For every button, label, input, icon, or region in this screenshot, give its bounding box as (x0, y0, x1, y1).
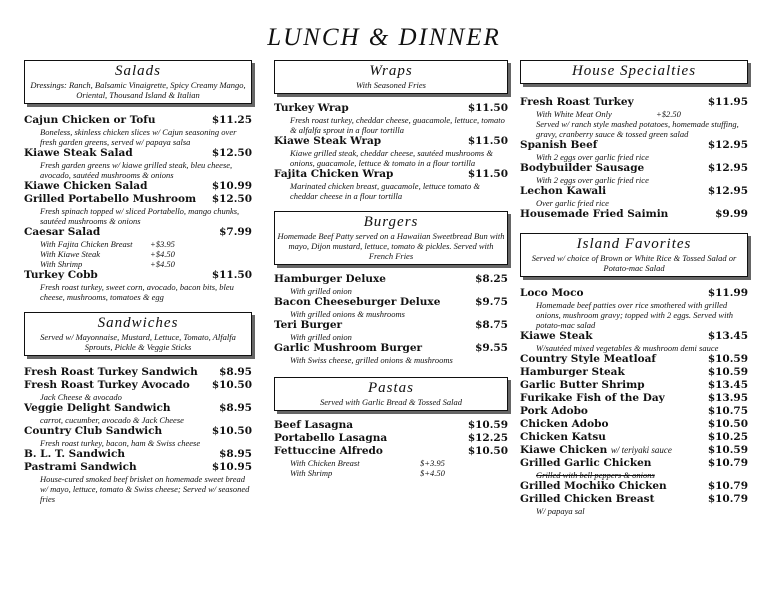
burgers-list (274, 273, 508, 365)
item-name: Chicken Adobo (520, 418, 609, 430)
item-price: $8.25 (475, 273, 508, 285)
item-name: Turkey Wrap (274, 102, 349, 114)
item-name: Country Club Sandwich (24, 425, 163, 437)
item-price: $10.50 (211, 379, 252, 391)
item-desc: Fresh roast turkey, sweet corn, avocado, bacon bits, bleu cheese, mushrooms, tomatoes & egg (40, 282, 234, 302)
menu-item (520, 162, 748, 185)
salads-subtitle: Dressings: Ranch, Balsamic Vinaigrette, Spicy Creamy Mango, Oriental, Thousand Island & Italian (30, 80, 246, 100)
menu-item (24, 366, 252, 379)
menu-item (520, 353, 748, 366)
item-price: $13.45 (707, 379, 748, 391)
item-price: $10.50 (467, 445, 508, 457)
item-desc: W/sautéed mixed vegetables & mushroom demi sauce (536, 343, 719, 353)
menu-item (520, 444, 748, 457)
addon-price: +$2.50 (656, 109, 681, 119)
item-price: $10.79 (707, 457, 748, 469)
menu-item (274, 319, 508, 342)
item-price: $10.59 (707, 366, 748, 378)
wraps-list (274, 102, 508, 201)
item-price: $12.50 (211, 147, 252, 159)
menu-item (24, 269, 252, 302)
menu-item (24, 402, 252, 425)
item-price: $13.95 (707, 392, 748, 404)
item-desc: With grilled onions & mushrooms (290, 309, 405, 319)
menu-item (520, 185, 748, 208)
menu-item (274, 273, 508, 296)
item-desc: W/ papaya sal (536, 506, 585, 516)
item-addon (24, 249, 252, 259)
item-name: Chicken Katsu (520, 431, 606, 443)
item-name: Garlic Mushroom Burger (274, 342, 423, 354)
menu-item (520, 457, 748, 480)
item-price: $8.95 (219, 402, 252, 414)
item-name (520, 444, 672, 457)
item-name: Garlic Butter Shrimp (520, 379, 645, 391)
item-name: Bodybuilder Sausage (520, 162, 645, 174)
item-price: $11.50 (211, 269, 252, 281)
menu-item (274, 168, 508, 201)
sandwiches-title: Sandwiches (97, 315, 179, 331)
menu-item (520, 379, 748, 392)
item-price: $9.75 (475, 296, 508, 308)
menu-title: LUNCH & DINNER (267, 24, 501, 51)
item-name: Fresh Roast Turkey Sandwich (24, 366, 198, 378)
pastas-header (274, 377, 508, 411)
item-name: Spanish Beef (520, 139, 598, 151)
house-title: House Specialties (571, 63, 697, 79)
menu-item (24, 448, 252, 461)
burgers-header (274, 211, 508, 265)
item-price: $10.50 (211, 425, 252, 437)
island-header (520, 233, 748, 277)
item-price: $8.95 (219, 366, 252, 378)
menu-item (520, 431, 748, 444)
menu-item (520, 208, 748, 221)
island-list (520, 287, 748, 516)
column-left (24, 60, 252, 504)
item-price: $7.99 (219, 226, 252, 238)
pastas-subtitle: Served with Garlic Bread & Tossed Salad (320, 397, 462, 407)
item-addon (24, 259, 252, 269)
item-desc: Kiawe grilled steak, cheddar cheese, sautéed mushrooms & onions, guacamole, lettuce & tomato in a flour tortilla (290, 148, 493, 168)
item-price: $10.75 (707, 405, 748, 417)
menu-item (520, 480, 748, 493)
item-price: $10.79 (707, 480, 748, 492)
menu-item (24, 147, 252, 180)
menu-item (24, 226, 252, 269)
item-desc: Homemade beef patties over rice smothered with grilled onions, mushroom gravy; topped with 2 eggs. Served with potato-mac salad (536, 300, 734, 330)
item-price: $13.45 (707, 330, 748, 342)
wraps-subtitle: With Seasoned Fries (356, 80, 426, 90)
menu-item (520, 139, 748, 162)
menu-item (520, 330, 748, 353)
item-name: Country Style Meatloaf (520, 353, 656, 365)
island-subtitle: Served w/ choice of Brown or White Rice & Tossed Salad or Potato-mac Salad (531, 253, 737, 273)
item-name: Loco Moco (520, 287, 584, 299)
addon-name: With Fajita Chicken Breast (40, 239, 133, 249)
item-name: Fresh Roast Turkey (520, 96, 634, 108)
item-desc: Fresh roast turkey, bacon, ham & Swiss cheese (40, 438, 201, 448)
item-price: $10.59 (707, 444, 748, 456)
addon-price: +$4.50 (150, 259, 175, 269)
burgers-title: Burgers (363, 214, 419, 230)
island-title: Island Favorites (576, 236, 692, 252)
salads-header (24, 60, 252, 104)
item-name: Kiawe Chicken Salad (24, 180, 148, 192)
item-name: Pork Adobo (520, 405, 588, 417)
item-price: $10.59 (467, 419, 508, 431)
item-addon (274, 458, 508, 468)
item-name-text: Kiawe Chicken (520, 444, 608, 456)
item-name: Lechon Kawali (520, 185, 607, 197)
item-price: $11.50 (467, 168, 508, 180)
menu-item (520, 392, 748, 405)
item-desc: Fresh roast turkey, cheddar cheese, guacamole, lettuce, tomato & alfalfa sprout in a flour tortilla (290, 115, 505, 135)
wraps-header (274, 60, 508, 94)
sandwiches-subtitle: Served w/ Mayonnaise, Mustard, Lettuce, Tomato, Alfalfa Sprouts, Pickle & Veggie Sticks (40, 332, 236, 352)
sandwiches-list (24, 366, 252, 504)
item-desc: Fresh spinach topped w/ sliced Portabello, mango chunks, sautéed mushrooms & onions (40, 206, 240, 226)
menu-item (274, 432, 508, 445)
addon-price: +$3.95 (150, 239, 175, 249)
item-price: $12.25 (467, 432, 508, 444)
item-name: Fajita Chicken Wrap (274, 168, 394, 180)
item-desc: Jack Cheese & avocado (40, 392, 122, 402)
item-name: Hamburger Steak (520, 366, 625, 378)
item-name: Grilled Mochiko Chicken (520, 480, 667, 492)
column-right (520, 60, 748, 516)
salads-list (24, 114, 252, 302)
house-list (520, 96, 748, 221)
item-desc: Over garlic fried rice (536, 198, 609, 208)
house-header (520, 60, 748, 84)
item-desc: Fresh garden greens w/ kiawe grilled steak, bleu cheese, avocado, sautéed mushrooms & onions (40, 160, 233, 180)
item-name: Grilled Garlic Chicken (520, 457, 652, 469)
item-desc: Grilled with bell peppers & onions (536, 470, 655, 480)
item-name: B. L. T. Sandwich (24, 448, 126, 460)
wraps-title: Wraps (369, 63, 413, 79)
item-note: w/ teriyaki sauce (610, 445, 672, 455)
item-addon (24, 239, 252, 249)
addon-price: $+4.50 (420, 468, 445, 478)
item-price: $10.50 (707, 418, 748, 430)
item-price: $11.95 (707, 96, 748, 108)
item-price: $11.99 (707, 287, 748, 299)
item-desc: carrot, cucumber, avocado & Jack Cheese (40, 415, 184, 425)
item-name: Kiawe Steak (520, 330, 593, 342)
menu-item (520, 366, 748, 379)
addon-name: With Kiawe Steak (40, 249, 100, 259)
menu-item (274, 135, 508, 168)
salads-title: Salads (114, 63, 161, 79)
menu-item (520, 493, 748, 516)
addon-price: $+3.95 (420, 458, 445, 468)
menu-item (24, 114, 252, 147)
item-name: Pastrami Sandwich (24, 461, 137, 473)
menu-item (24, 461, 252, 504)
pastas-list (274, 419, 508, 478)
item-price: $10.59 (707, 353, 748, 365)
menu-item (274, 296, 508, 319)
item-name: Portabello Lasagna (274, 432, 388, 444)
addon-price: +$4.50 (150, 249, 175, 259)
item-desc: With 2 eggs over garlic fried rice (536, 152, 649, 162)
item-name: Housemade Fried Saimin (520, 208, 669, 220)
addon-name: With Shrimp (290, 468, 333, 478)
item-desc: With 2 eggs over garlic fried rice (536, 175, 649, 185)
item-price: $9.55 (475, 342, 508, 354)
column-middle (274, 60, 508, 478)
item-price: $10.95 (211, 461, 252, 473)
menu-item (274, 102, 508, 135)
sandwiches-header (24, 312, 252, 356)
menu-item (24, 180, 252, 193)
item-name: Cajun Chicken or Tofu (24, 114, 156, 126)
item-desc: Marinated chicken breast, guacamole, lettuce tomato & cheddar cheese in a flour tortilla (290, 181, 480, 201)
item-desc: Boneless, skinless chicken slices w/ Cajun seasoning over fresh garden greens, served w/ papaya salsa (40, 127, 237, 147)
item-addon (520, 109, 748, 119)
item-name: Fresh Roast Turkey Avocado (24, 379, 190, 391)
item-name: Turkey Cobb (24, 269, 98, 281)
addon-name: With White Meat Only (536, 109, 612, 119)
menu-item (520, 96, 748, 139)
item-desc: With grilled onion (290, 332, 352, 342)
menu-item (520, 418, 748, 431)
item-desc: House-cured smoked beef brisket on homemade sweet bread w/ mayo, lettuce, tomato & Swiss cheese; Served w/ seasoned fries (40, 474, 250, 504)
burgers-subtitle: Homemade Beef Patty served on a Hawaiian Sweetbread Bun with mayo, Dijon mustard, lettuce, tomato & pickles. Served with French Fries (277, 231, 505, 261)
item-desc: With grilled onion (290, 286, 352, 296)
item-price: $8.75 (475, 319, 508, 331)
menu-item (24, 425, 252, 448)
item-price: $12.95 (707, 185, 748, 197)
item-name: Fettuccine Alfredo (274, 445, 383, 457)
menu-item (24, 193, 252, 226)
menu-item (274, 419, 508, 432)
item-name: Kiawe Steak Wrap (274, 135, 382, 147)
item-price: $12.95 (707, 139, 748, 151)
item-name: Hamburger Deluxe (274, 273, 386, 285)
item-price: $8.95 (219, 448, 252, 460)
item-price: $10.79 (707, 493, 748, 505)
menu-item (24, 379, 252, 402)
menu-item (520, 405, 748, 418)
item-desc: Served w/ ranch style mashed potatoes, homemade stuffing, gravy, cranberry sauce & tossed green salad (536, 119, 739, 139)
item-name: Teri Burger (274, 319, 343, 331)
item-name: Kiawe Steak Salad (24, 147, 133, 159)
item-price: $12.95 (707, 162, 748, 174)
pastas-title: Pastas (367, 380, 414, 396)
addon-name: With Shrimp (40, 259, 83, 269)
item-name: Grilled Portabello Mushroom (24, 193, 197, 205)
item-name: Veggie Delight Sandwich (24, 402, 171, 414)
item-price: $11.50 (467, 135, 508, 147)
item-price: $12.50 (211, 193, 252, 205)
item-price: $11.50 (467, 102, 508, 114)
item-price: $10.25 (707, 431, 748, 443)
menu-item (520, 287, 748, 330)
item-name: Beef Lasagna (274, 419, 354, 431)
item-name: Furikake Fish of the Day (520, 392, 665, 404)
item-name: Grilled Chicken Breast (520, 493, 655, 505)
item-price: $10.99 (211, 180, 252, 192)
item-price: $11.25 (211, 114, 252, 126)
item-name: Bacon Cheeseburger Deluxe (274, 296, 441, 308)
item-name: Caesar Salad (24, 226, 101, 238)
menu-item (274, 445, 508, 478)
item-addon (274, 468, 508, 478)
addon-name: With Chicken Breast (290, 458, 360, 468)
item-price: $9.99 (715, 208, 748, 220)
item-desc: With Swiss cheese, grilled onions & mushrooms (290, 355, 453, 365)
menu-item (274, 342, 508, 365)
